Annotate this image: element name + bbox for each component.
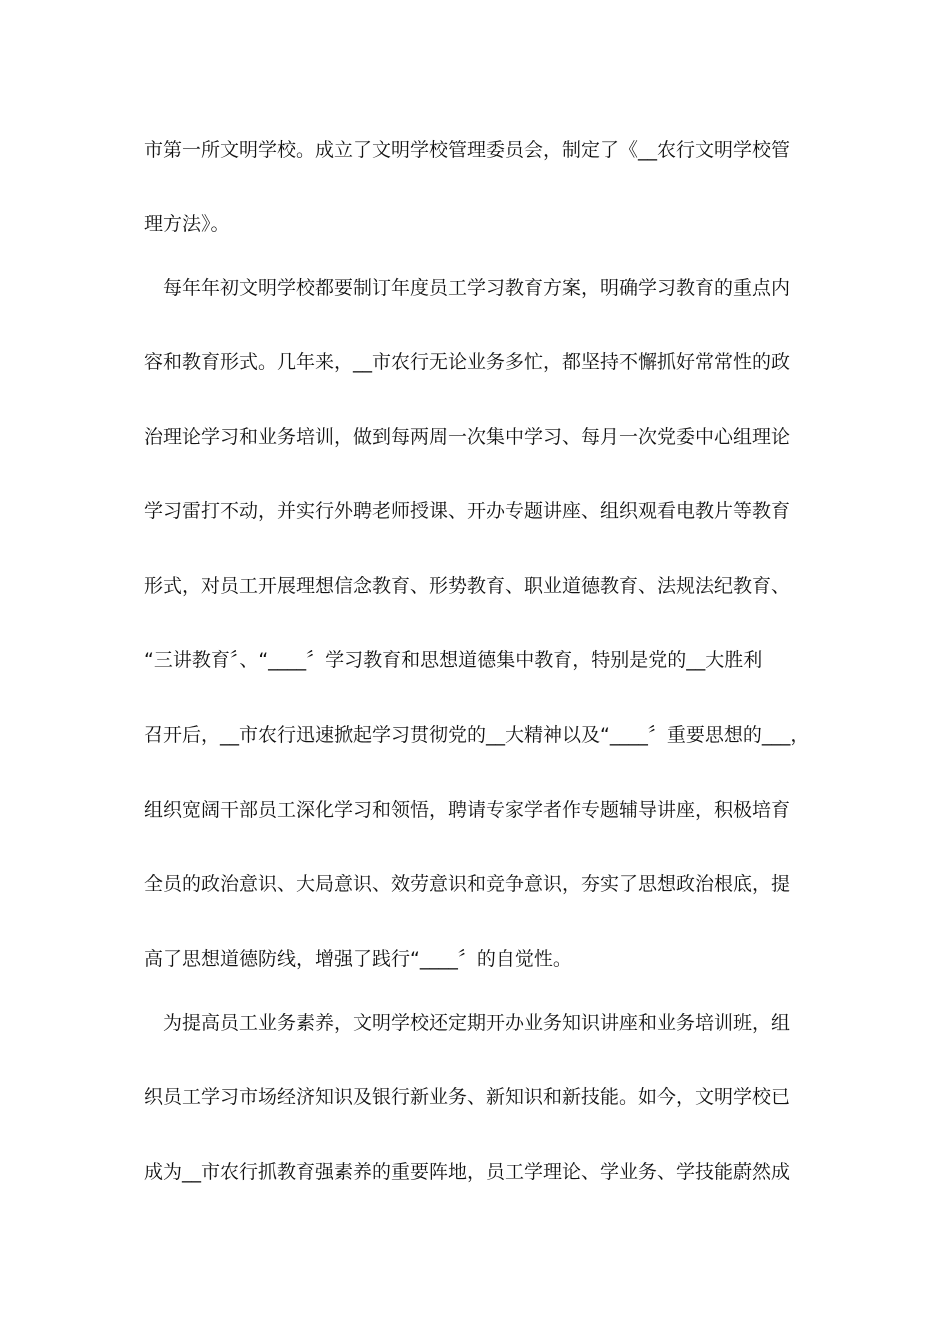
text-line: 每年年初文明学校都要制订年度员工学习教育方案，明确学习教育的重点内 [144,277,791,299]
text-line: 织员工学习市场经济知识及银行新业务、新知识和新技能。如今，文明学校已 [144,1086,791,1108]
text-line: 治理论学习和业务培训，做到每两周一次集中学习、每月一次党委中心组理论 [144,426,791,448]
text-line: 召开后，__市农行迅速掀起学习贯彻党的__大精神以及“____〞重要思想的___， [144,724,810,746]
text-line: 理方法》。 [144,213,230,235]
text-line: 市第一所文明学校。成立了文明学校管理委员会，制定了《__农行文明学校管 [144,139,791,161]
text-line: 容和教育形式。几年来，__市农行无论业务多忙，都坚持不懈抓好常常性的政 [144,351,791,373]
text-line: “三讲教育〞、“____〞学习教育和思想道德集中教育，特别是党的__大胜利 [144,649,763,671]
text-line: 高了思想道德防线，增强了践行“____〞的自觉性。 [144,948,572,970]
text-line: 成为__市农行抓教育强素养的重要阵地，员工学理论、学业务、学技能蔚然成 [144,1161,791,1183]
text-line: 组织宽阔干部员工深化学习和领悟，聘请专家学者作专题辅导讲座，积极培育 [144,799,791,821]
text-line: 全员的政治意识、大局意识、效劳意识和竞争意识，夯实了思想政治根底，提 [144,873,791,895]
text-line: 为提高员工业务素养，文明学校还定期开办业务知识讲座和业务培训班，组 [144,1012,791,1034]
text-line: 形式，对员工开展理想信念教育、形势教育、职业道德教育、法规法纪教育、 [144,575,791,597]
text-line: 学习雷打不动，并实行外聘老师授课、开办专题讲座、组织观看电教片等教育 [144,500,791,522]
